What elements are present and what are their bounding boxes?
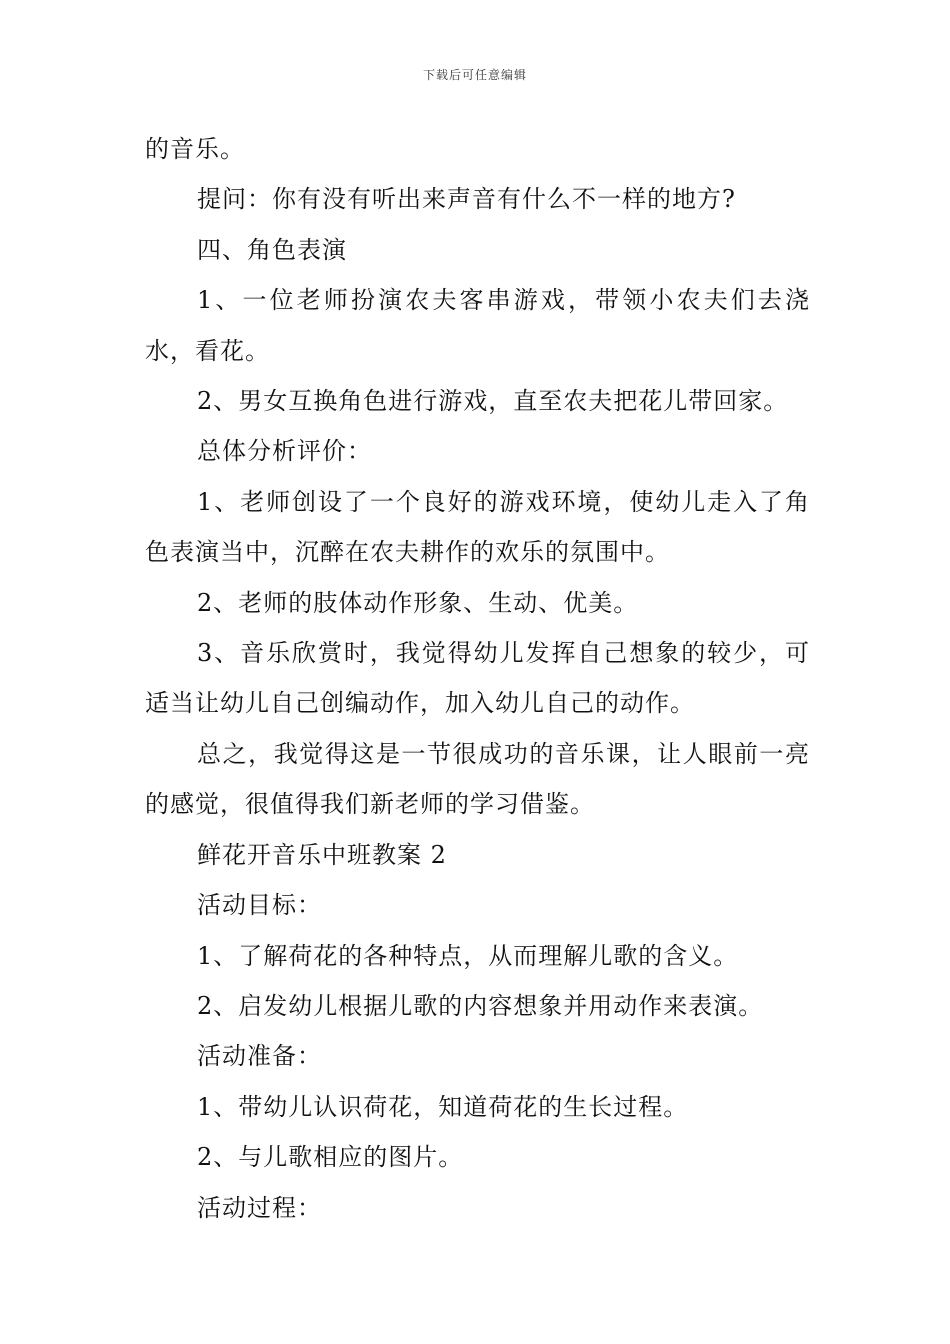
paragraph: 1、老师创设了一个良好的游戏环境，使幼儿走入了角色表演当中，沉醉在农夫耕作的欢乐的氛围中。	[145, 487, 810, 567]
document-body	[145, 124, 810, 1233]
page-header: 下载后可任意编辑	[422, 68, 527, 82]
section-heading: 活动准备：	[197, 1042, 322, 1071]
paragraph: 的音乐。	[145, 135, 245, 163]
paragraph: 1、了解荷花的各种特点，从而理解儿歌的含义。	[197, 941, 739, 970]
section-heading: 活动目标：	[197, 891, 322, 920]
paragraph: 总之，我觉得这是一节很成功的音乐课，让人眼前一亮的感觉，很值得我们新老师的学习借鉴。	[145, 739, 810, 819]
paragraph: 2、老师的肢体动作形象、生动、优美。	[197, 588, 639, 617]
paragraph: 2、启发幼儿根据儿歌的内容想象并用动作来表演。	[197, 991, 764, 1020]
paragraph: 提问：你有没有听出来声音有什么不一样的地方?	[197, 185, 736, 214]
paragraph: 3、音乐欣赏时，我觉得幼儿发挥自己想象的较少，可适当让幼儿自己创编动作，加入幼儿自己的动作。	[145, 639, 810, 718]
section-heading: 总体分析评价：	[197, 437, 372, 466]
section-heading: 四、角色表演	[197, 235, 347, 264]
paragraph: 1、一位老师扮演农夫客串游戏，带领小农夫们去浇水，看花。	[145, 286, 810, 365]
paragraph: 2、男女互换角色进行游戏，直至农夫把花儿带回家。	[197, 387, 789, 416]
paragraph: 2、与儿歌相应的图片。	[197, 1143, 464, 1172]
section-heading: 活动过程：	[197, 1193, 322, 1222]
section-title: 鲜花开音乐中班教案 2	[197, 840, 447, 869]
paragraph: 1、带幼儿认识荷花，知道荷花的生长过程。	[197, 1092, 689, 1121]
